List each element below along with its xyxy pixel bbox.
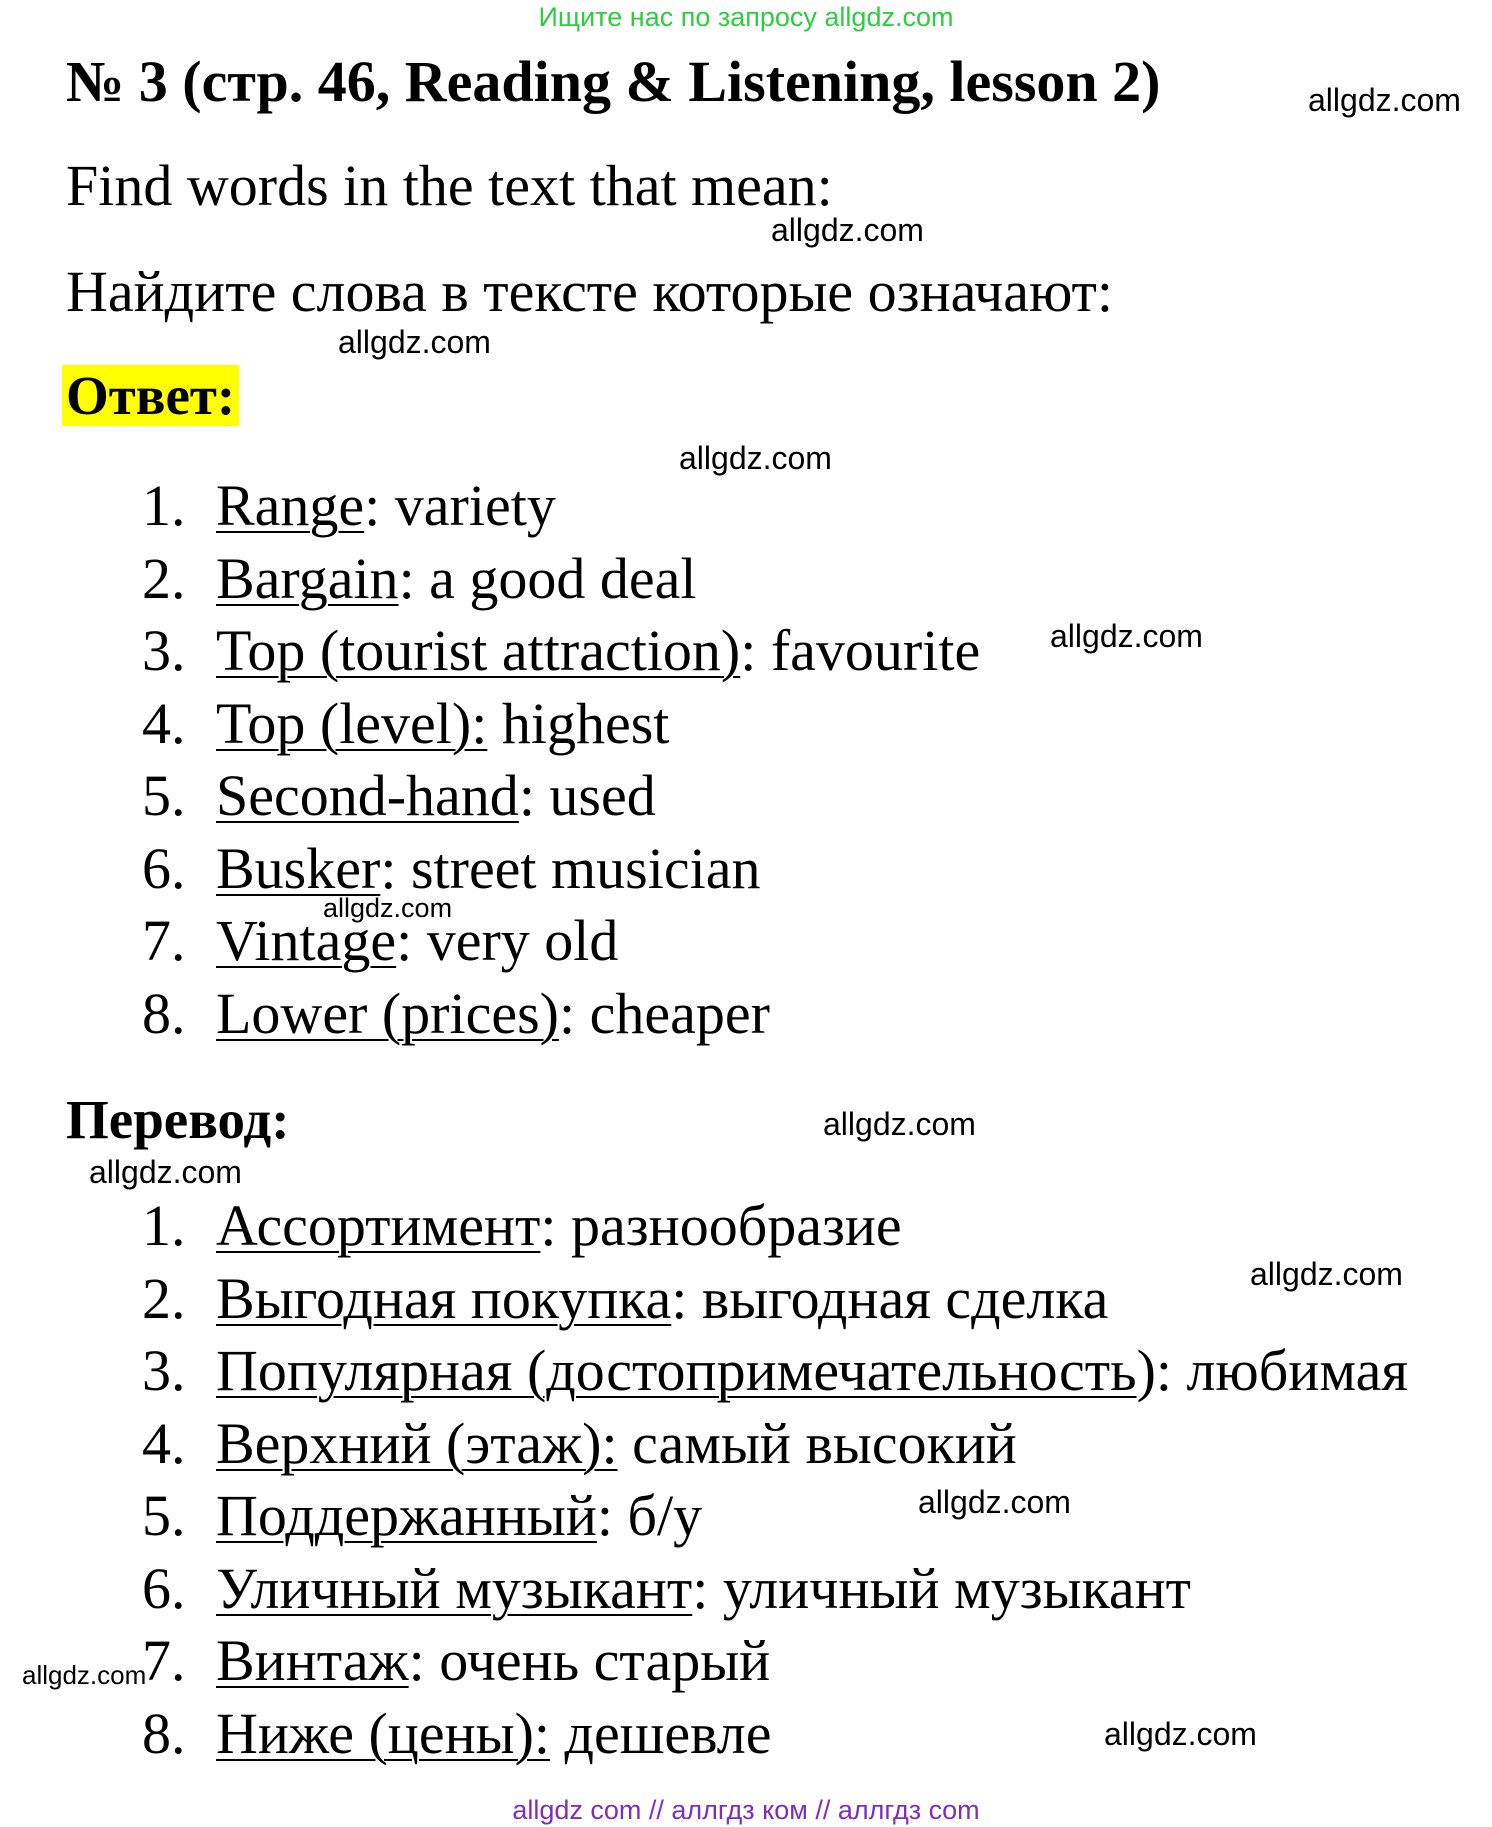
item-definition: : уличный музыкант (692, 1555, 1192, 1621)
page-title: № 3 (стр. 46, Reading & Listening, lesson 2) (66, 49, 1161, 114)
watermark: allgdz.com (1250, 1256, 1403, 1292)
item-definition: : б/у (596, 1483, 703, 1548)
item-term: Уличный музыкант (216, 1555, 693, 1621)
item-term: Second-hand (216, 763, 519, 828)
watermark: allgdz.com (918, 1484, 1071, 1520)
item-number: 8. (142, 980, 186, 1046)
instruction-russian: Найдите слова в тексте которые означают: (66, 259, 1113, 324)
item-number: 6. (142, 1555, 186, 1621)
item-definition: самый высокий (617, 1410, 1017, 1476)
item-number: 2. (142, 1265, 186, 1331)
item-number: 3. (142, 618, 186, 683)
bottom-banner: allgdz com // аллгдз ком // аллгдз com (512, 1795, 980, 1825)
watermark: allgdz.com (1104, 1716, 1257, 1752)
item-number: 5. (142, 1483, 186, 1548)
watermark: allgdz.com (1050, 618, 1203, 654)
item-term: Ассортимент (216, 1193, 541, 1258)
item-definition: : street musician (380, 835, 761, 901)
item-term: Верхний (этаж): (216, 1410, 618, 1476)
item-number: 8. (142, 1700, 186, 1766)
instruction-english: Find words in the text that mean: (66, 153, 833, 218)
item-term: Busker (216, 835, 381, 901)
top-banner: Ищите нас по запросу allgdz.com (538, 2, 954, 32)
item-definition: : a good deal (398, 545, 697, 611)
item-number: 4. (142, 690, 186, 756)
item-term: Выгодная покупка (216, 1265, 672, 1331)
item-definition: дешевле (550, 1700, 772, 1766)
item-definition: : разнообразие (540, 1193, 902, 1258)
item-term: Lower (prices) (216, 980, 559, 1046)
item-definition: : очень старый (408, 1628, 771, 1693)
translation-heading: Перевод: (66, 1089, 290, 1150)
watermark: allgdz.com (338, 324, 491, 360)
item-term: Top (tourist attraction) (216, 618, 741, 683)
item-term: Range (216, 473, 365, 538)
item-term: Поддержанный (216, 1483, 597, 1548)
item-term: Bargain (216, 545, 399, 611)
watermark: allgdz.com (1308, 82, 1461, 118)
watermark: allgdz.com (679, 440, 832, 476)
item-definition: : variety (364, 473, 556, 538)
item-term: Популярная (достопримечательность (216, 1338, 1137, 1403)
item-number: 5. (142, 763, 186, 828)
item-definition: : favourite (740, 618, 981, 683)
item-definition: : used (518, 763, 656, 828)
watermark: allgdz.com (771, 212, 924, 248)
item-term: Top (level): (216, 690, 488, 756)
item-definition: highest (487, 690, 670, 756)
watermark: allgdz.com (823, 1106, 976, 1142)
item-number: 1. (142, 1193, 186, 1258)
item-definition: : cheaper (559, 980, 770, 1046)
item-term: Ниже (цены): (216, 1700, 551, 1766)
item-number: 7. (142, 908, 186, 973)
item-term: Винтаж (216, 1628, 409, 1693)
item-term: Vintage (216, 908, 397, 973)
item-definition: : very old (396, 908, 619, 973)
item-definition: : выгодная сделка (671, 1265, 1109, 1331)
item-number: 3. (142, 1338, 186, 1403)
watermark: allgdz.com (323, 893, 453, 923)
item-number: 2. (142, 545, 186, 611)
item-number: 7. (142, 1628, 186, 1693)
watermark: allgdz.com (89, 1154, 242, 1190)
watermark: allgdz.com (22, 1660, 147, 1690)
item-number: 6. (142, 835, 186, 901)
item-number: 4. (142, 1410, 186, 1476)
item-definition: ): любимая (1136, 1338, 1409, 1403)
item-number: 1. (142, 473, 186, 538)
answer-heading (62, 364, 239, 427)
answer-label: Ответ: (62, 365, 239, 426)
